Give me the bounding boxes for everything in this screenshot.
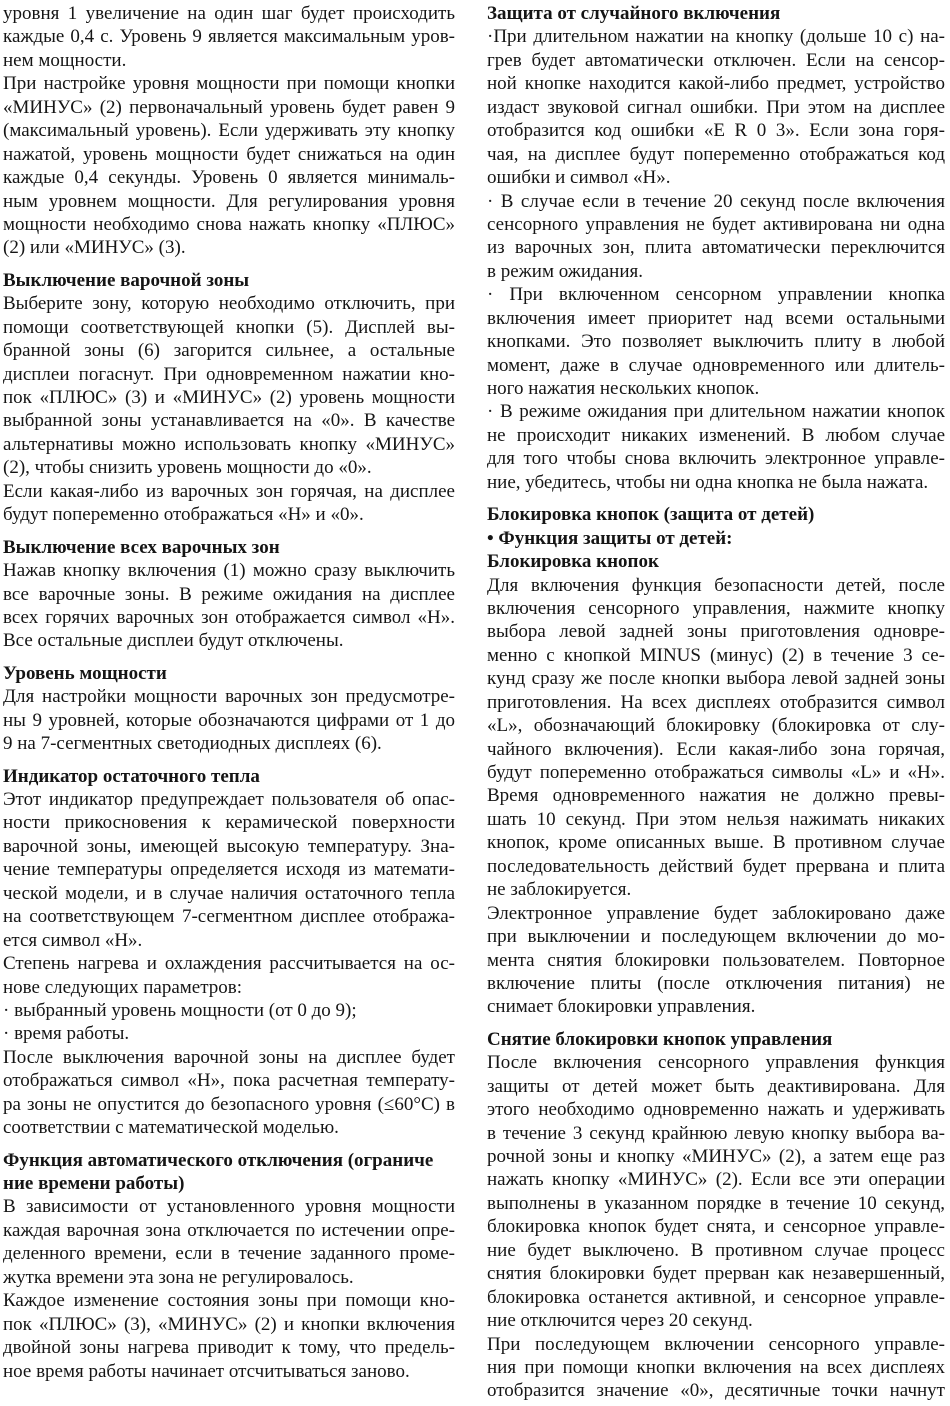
text-line: кнопками. Это позволяет выключить плиту в любой: [487, 331, 945, 353]
text-line: Функция автоматического отключения (ограниче: [3, 1149, 434, 1171]
text-line: каждые 0,4 с. Уровень 9 является максимальным уров-: [3, 26, 455, 48]
text-line: ние будет выключено. В противном случае процесс: [487, 1239, 945, 1261]
text-line: нове следующих параметров:: [3, 976, 242, 998]
text-line: двойной зоны нагрева приводит к тому, что предель-: [3, 1337, 455, 1359]
text-line: всех горячих варочных зон отображается символ «Н».: [3, 606, 455, 628]
text-line: · При включенном сенсорном управлении кнопка: [487, 284, 945, 306]
left-column: [3, 2, 455, 1406]
text-line: ние времени работы): [3, 1173, 185, 1194]
text-line: жутка времени эта зона не регулировалось.: [3, 1266, 354, 1288]
text-line: Каждое изменение состояния зоны при помощи кно-: [3, 1290, 455, 1312]
text-line: деленного времени, если в течение заданного проме-: [3, 1243, 455, 1265]
paragraph: [3, 1195, 455, 1289]
text-line: • Функция защиты от детей:: [487, 527, 733, 549]
text-line: · время работы.: [3, 1023, 130, 1045]
text-line: выбранной зоны устанавливается на «0». В качестве: [3, 410, 455, 432]
text-line: рочной зоны и кнопку «МИНУС» (2), а затем еще раз: [487, 1146, 945, 1167]
text-line: мощности необходимо снова нажать кнопку «ПЛЮС»: [3, 213, 455, 235]
text-line: ным уровнем мощности. Для регулирования уровня: [3, 190, 455, 212]
text-line: издаст звуковой сигнал ошибки. При этом на дисплее: [487, 96, 945, 118]
text-line: Электронное управление будет заблокировано даже: [487, 902, 945, 924]
text-line: Степень нагрева и охлаждения рассчитывается на ос-: [3, 953, 455, 975]
text-line: ное время работы начинает отсчитываться заново.: [3, 1360, 410, 1382]
text-line: При настройке уровня мощности при помощи кнопки: [3, 73, 455, 95]
text-line: блокировка кнопок будет снята, и сенсорное управле-: [487, 1216, 945, 1238]
text-line: каждая варочная зона отключается по истечении опре-: [3, 1219, 455, 1241]
section-heading: [487, 503, 945, 573]
text-line: Снятие блокировки кнопок управления: [487, 1028, 833, 1050]
text-line: снятия блокировки будет прерван как незавершенный,: [487, 1263, 945, 1285]
text-line: помощи соответствующей кнопки (5). Дисплей вы-: [3, 316, 455, 338]
text-line: Время одновременного нажатия не должно превы-: [487, 785, 945, 807]
section-heading: [3, 1149, 455, 1196]
section-heading: [3, 269, 455, 292]
text-line: Выключение варочной зоны: [3, 269, 250, 291]
section-heading: [3, 662, 455, 685]
text-line: ного нажатия нескольких кнопок.: [487, 378, 760, 399]
text-line: не происходит никаких изменений. В любом случае: [487, 424, 945, 446]
text-line: При последующем включении сенсорного управле-: [487, 1333, 945, 1355]
text-line: каждые 0,4 секунды. Уровень 0 является минималь-: [3, 167, 455, 189]
text-line: момент, даже в случае одновременного или длитель-: [487, 354, 945, 376]
text-line: включение плиты (после отключения питания) не: [487, 972, 945, 994]
paragraph: [487, 574, 945, 902]
text-line: чайного включения). Если какая-либо зона горячая,: [487, 738, 945, 760]
text-line: ошибки и символ «Н».: [487, 167, 671, 189]
text-line: менно с кнопкой MINUS (минус) (2) в течение 3 се-: [487, 644, 945, 666]
text-line: отобразится значение «0», десятичные точки начнут: [487, 1380, 945, 1402]
text-line: мента снятия блокировки пользователем. Повторное: [487, 949, 945, 971]
paragraph: [487, 400, 945, 494]
right-column: [487, 2, 945, 1406]
text-line: будут попеременно отображаться «Н» и «0».: [3, 504, 364, 526]
text-line: будут попеременно отображаться символы «L» и «Н».: [487, 762, 945, 783]
text-line: · выбранный уровень мощности (от 0 до 9);: [3, 999, 357, 1021]
text-line: дисплеи погаснут. При одновременном нажатии кно-: [3, 363, 455, 385]
text-line: альтернативы можно использовать кнопку «МИНУС»: [3, 433, 455, 455]
text-line: уровня 1 увеличение на один шаг будет происходить: [3, 3, 455, 24]
paragraph: [3, 1289, 455, 1383]
text-line: Для включения функция безопасности детей, после: [487, 574, 945, 596]
text-line: ется символ «Н».: [3, 929, 143, 951]
text-line: ние отключится через 20 секунд.: [487, 1310, 753, 1332]
text-line: в течение 3 секунд крайнюю левую кнопку выбора ва-: [487, 1122, 945, 1144]
paragraph: [3, 559, 455, 653]
text-line: варочной зоны, имеющей высокую температуру. Зна-: [3, 835, 455, 857]
text-line: сенсорного управления не будет активирована ни одна: [487, 213, 945, 235]
text-line: Нажав кнопку включения (1) можно сразу выключить: [3, 560, 455, 582]
text-line: нем мощности.: [3, 49, 127, 71]
text-line: Этот индикатор предупреждает пользователя об опас-: [3, 789, 455, 810]
text-line: Выберите зону, которую необходимо отключить, при: [3, 293, 455, 315]
text-line: Блокировка кнопок (защита от детей): [487, 504, 815, 526]
paragraph: [3, 952, 455, 999]
text-line: отобразится код ошибки «E R 0 3». Если зона горя-: [487, 120, 945, 142]
paragraph: [3, 292, 455, 480]
paragraph: [3, 685, 455, 755]
text-line: этого необходимо одновременно нажать и удерживать: [487, 1099, 945, 1121]
text-line: Все остальные дисплеи будут отключены.: [3, 630, 344, 652]
text-line: Блокировка кнопок: [487, 551, 659, 573]
section-heading: [3, 765, 455, 788]
paragraph: [3, 788, 455, 952]
text-line: нажать кнопку «МИНУС» (2). Если все эти операции: [487, 1169, 945, 1191]
text-line: снимает блокировки управления.: [487, 996, 756, 1018]
text-line: блокировка останется активной, и сенсорное управле-: [487, 1286, 945, 1308]
text-line: (максимальный уровень). Если удерживать эту кнопку: [3, 120, 455, 142]
text-line: на соответствующем 7-сегментном дисплее отобража-: [3, 906, 455, 928]
text-line: После включения сенсорного управления функция: [487, 1052, 945, 1074]
text-line: выбора левой задней зоны приготовления одновре-: [487, 621, 945, 643]
section-heading: [3, 536, 455, 559]
paragraph: [3, 480, 455, 527]
text-line: бранной зоны (6) загорится сильнее, а остальные: [3, 340, 455, 362]
text-line: ·При длительном нажатии на кнопку (дольше 10 с) на-: [487, 26, 945, 48]
text-line: Выключение всех варочных зон: [3, 536, 280, 558]
text-line: выполнены в указанном порядке в течение 10 секунд,: [487, 1192, 945, 1214]
text-line: «МИНУС» (2) первоначальный уровень будет равен 9: [3, 96, 455, 118]
paragraph: [487, 1051, 945, 1332]
text-line: (2) или «МИНУС» (3).: [3, 237, 186, 259]
text-line: не заблокируется.: [487, 879, 632, 901]
text-line: пок «ПЛЮС» (3) и «МИНУС» (2) уровень мощности: [3, 387, 455, 408]
text-line: ния при помощи кнопки включения на всех дисплеях: [487, 1356, 945, 1378]
text-line: отображаться символ «Н», пока расчетная температу-: [3, 1070, 455, 1092]
text-line: кнопок, кроме описанных выше. В противном случае: [487, 832, 945, 854]
text-line: · В случае если в течение 20 секунд после включения: [487, 190, 945, 212]
paragraph: [3, 1022, 455, 1045]
text-line: Для настройки мощности варочных зон предусмотре-: [3, 686, 455, 708]
paragraph: [487, 902, 945, 1019]
text-line: пок «ПЛЮС» (3), «МИНУС» (2) и кнопки включения: [3, 1313, 455, 1335]
section-heading: [487, 1028, 945, 1051]
text-line: включения сенсорного управления, нажмите кнопку: [487, 597, 945, 619]
text-line: соответствии с математической моделью.: [3, 1117, 339, 1139]
text-line: ческой модели, и в случае наличия остаточного тепла: [3, 882, 455, 904]
text-line: ны 9 уровней, которые обозначаются цифрами от 1 до: [3, 709, 455, 731]
paragraph: [3, 1046, 455, 1140]
text-line: включения имеет приоритет над всеми остальными: [487, 307, 945, 329]
text-line: при выключении и последующем включении до мо-: [487, 926, 945, 948]
paragraph: [487, 283, 945, 400]
text-line: «L», обозначающий блокировку (блокировка от слу-: [487, 715, 945, 737]
text-line: чая, на дисплее будут попеременно отображаться код: [487, 143, 945, 165]
text-line: Если какая-либо из варочных зон горячая, на дисплее: [3, 480, 455, 502]
text-line: (2), чтобы снизить уровень мощности до «0».: [3, 457, 372, 479]
text-line: ние, убедитесь, чтобы ни одна кнопка не была нажата.: [487, 471, 929, 493]
paragraph: [3, 2, 455, 72]
text-line: чение температуры определяется исходя из математи-: [3, 859, 455, 881]
text-line: последовательность действий будет прервана и плита: [487, 855, 945, 877]
paragraph: [3, 999, 455, 1022]
text-line: ной кнопке находится какой-либо предмет, устройство: [487, 73, 945, 95]
section-heading: [487, 2, 945, 25]
paragraph: [487, 1333, 945, 1403]
text-line: из варочных зон, плита автоматически переключится: [487, 237, 945, 259]
paragraph: [3, 72, 455, 260]
text-line: ности прикосновения к керамической поверхности: [3, 812, 455, 834]
text-line: приготовления. На всех дисплеях отобразится символ: [487, 691, 945, 713]
text-line: все варочные зоны. В режиме ожидания на дисплее: [3, 583, 455, 605]
text-line: Индикатор остаточного тепла: [3, 765, 260, 787]
text-line: Уровень мощности: [3, 662, 167, 684]
text-line: в режим ожидания.: [487, 260, 643, 282]
paragraph: [487, 25, 945, 189]
text-line: · В режиме ожидания при длительном нажатии кнопок: [487, 401, 945, 423]
paragraph: [487, 190, 945, 284]
text-line: нажатой, уровень мощности будет снижаться на один: [3, 143, 455, 165]
text-line: защиты от детей может быть деактивирована. Для: [487, 1075, 945, 1097]
text-line: 9 на 7-сегментных светодиодных дисплеях (6).: [3, 733, 382, 755]
text-line: ра зоны не опустится до безопасного уровня (≤60°С) в: [3, 1093, 455, 1115]
text-line: грев будет автоматически отключен. Если на сенсор-: [487, 49, 945, 71]
text-line: После выключения варочной зоны на дисплее будет: [3, 1046, 455, 1068]
text-line: кунд сразу же после кнопки выбора левой задней зоны: [487, 668, 945, 690]
text-line: Защита от случайного включения: [487, 3, 781, 24]
text-line: В зависимости от установленного уровня мощности: [3, 1196, 455, 1218]
text-line: шать 10 секунд. При этом нельзя нажимать никаких: [487, 808, 945, 830]
text-line: для того чтобы снова включить электронное управле-: [487, 448, 945, 470]
